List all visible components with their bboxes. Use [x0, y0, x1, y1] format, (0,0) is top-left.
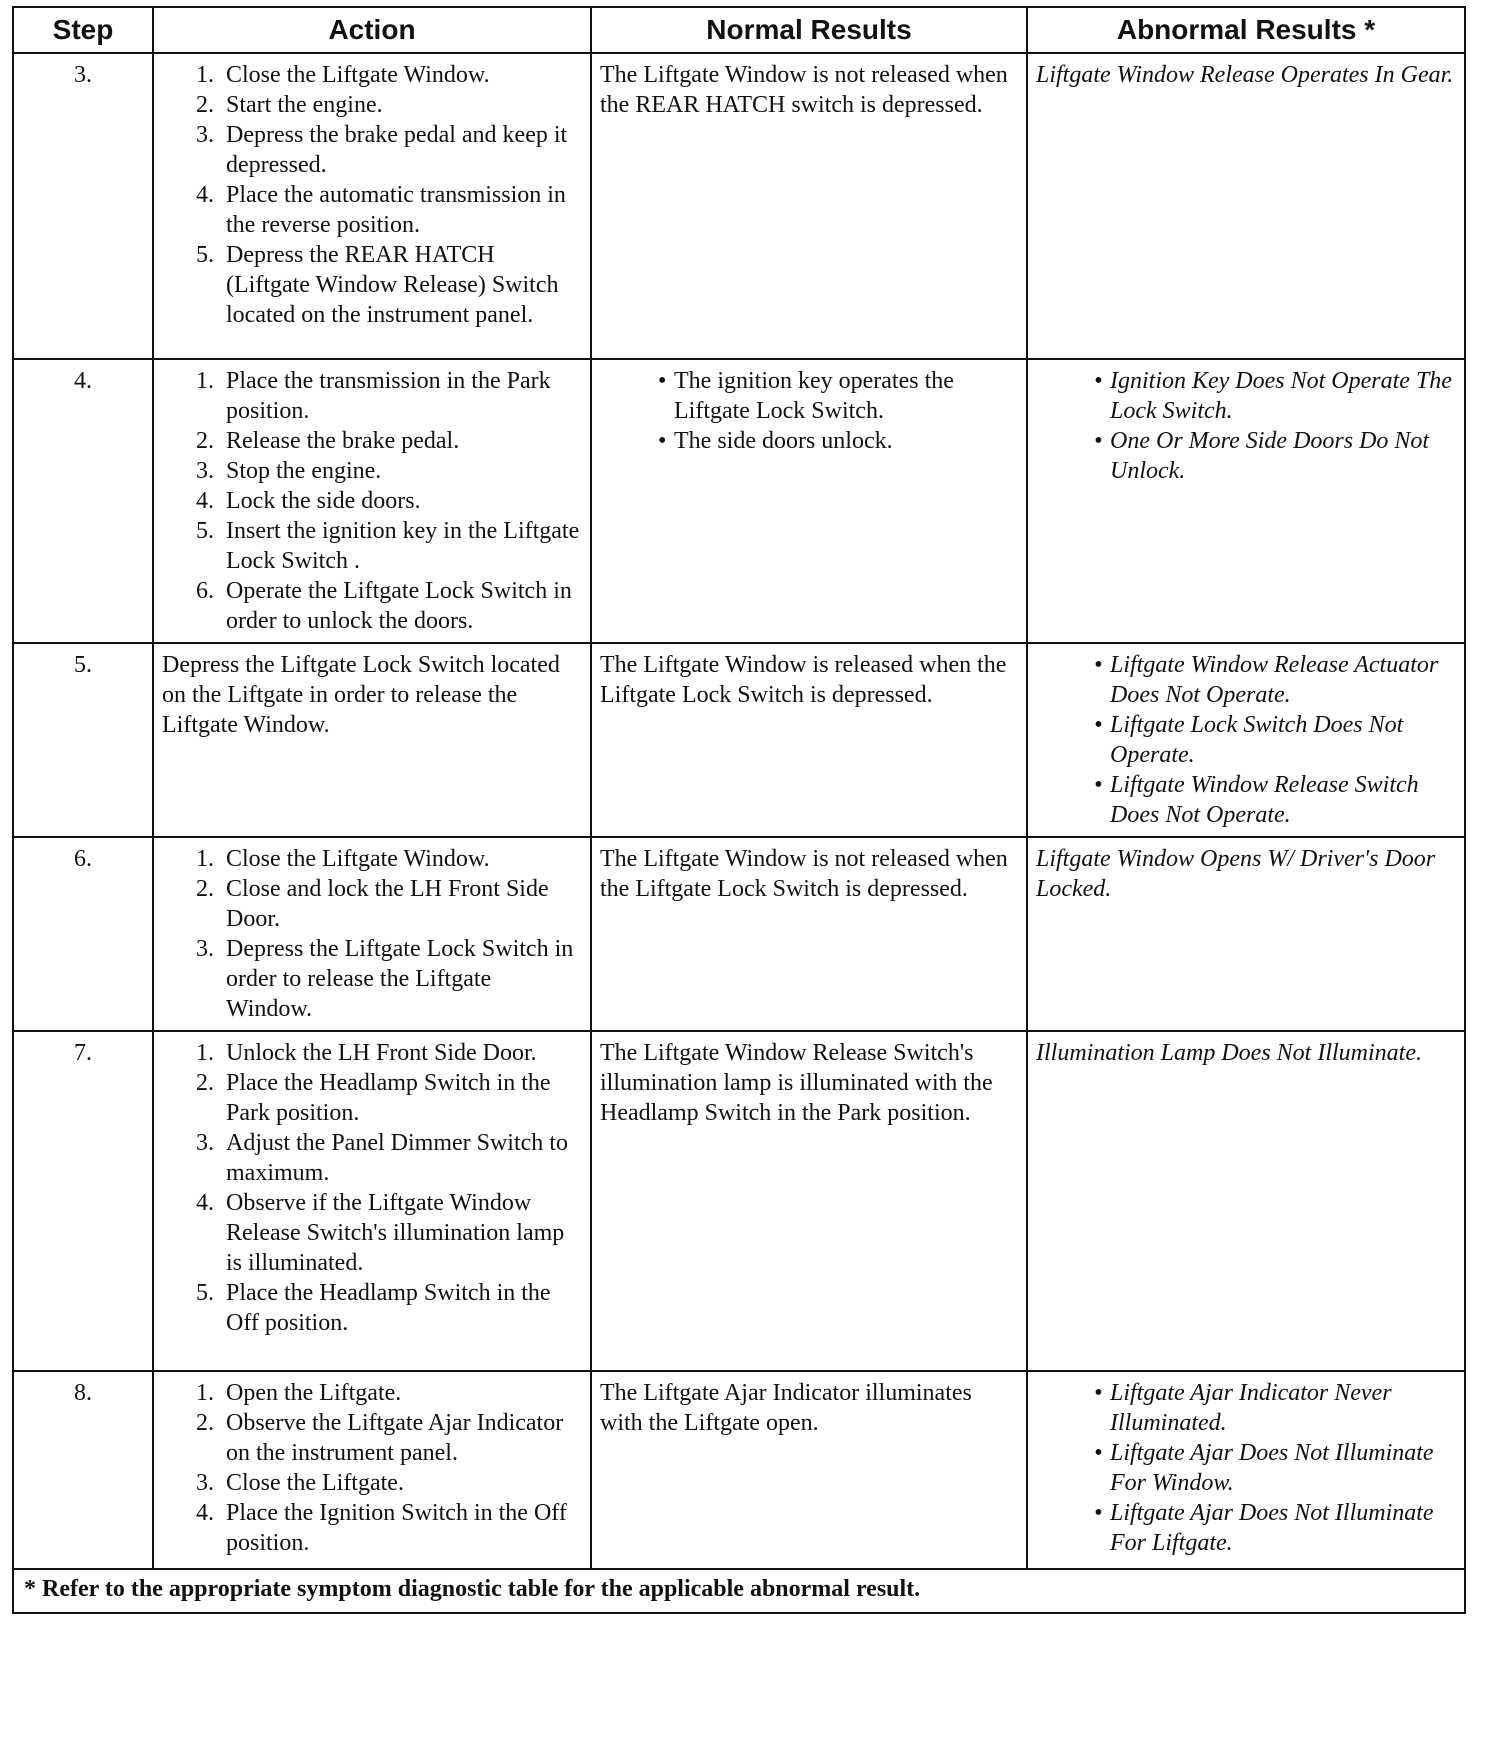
normal-results-cell [591, 643, 1027, 837]
bullet-item: • Liftgate Window Release Switch Does Not Operate. [1094, 770, 1456, 830]
normal-results-cell [591, 1371, 1027, 1569]
list-item: 1. Close the Liftgate Window. [220, 60, 582, 90]
step-number: 5. [13, 643, 153, 837]
table-row [13, 837, 1465, 1031]
list-item: 1. Place the transmission in the Park position. [220, 366, 582, 426]
abnormal-results-cell-text: Liftgate Window Release Operates In Gear. [1036, 62, 1454, 88]
normal-results-cell-text: The Liftgate Window is released when the Liftgate Lock Switch is depressed. [600, 652, 1007, 708]
normal-results-cell-bullets [600, 366, 1018, 456]
abnormal-results-cell-bullets [1036, 1378, 1456, 1558]
list-item: 3. Stop the engine. [220, 456, 582, 486]
normal-results-cell [591, 359, 1027, 643]
bullet-item: • Liftgate Window Release Actuator Does Not Operate. [1094, 650, 1456, 710]
step-number: 7. [13, 1031, 153, 1371]
list-item: 1. Open the Liftgate. [220, 1378, 582, 1408]
action-cell [153, 1371, 591, 1569]
normal-results-cell [591, 837, 1027, 1031]
bullet-item: • Liftgate Ajar Indicator Never Illuminated. [1094, 1378, 1456, 1438]
list-item: 3. Depress the Liftgate Lock Switch in order to release the Liftgate Window. [220, 934, 582, 1024]
list-item: 2. Observe the Liftgate Ajar Indicator on the instrument panel. [220, 1408, 582, 1468]
header-action: Action [153, 7, 591, 53]
action-cell-steps [162, 366, 582, 636]
bullet-item: • Liftgate Ajar Does Not Illuminate For Liftgate. [1094, 1498, 1456, 1558]
action-cell-steps [162, 1378, 582, 1558]
normal-results-cell [591, 53, 1027, 359]
abnormal-results-cell [1027, 643, 1465, 837]
diagnostic-table [12, 6, 1466, 1614]
list-item: 4. Place the Ignition Switch in the Off position. [220, 1498, 582, 1558]
step-number: 4. [13, 359, 153, 643]
action-cell [153, 643, 591, 837]
list-item: 2. Close and lock the LH Front Side Door. [220, 874, 582, 934]
list-item: 3. Depress the brake pedal and keep it depressed. [220, 120, 582, 180]
table-row [13, 1031, 1465, 1371]
action-cell-steps [162, 1038, 582, 1338]
bullet-item: • One Or More Side Doors Do Not Unlock. [1094, 426, 1456, 486]
header-step: Step [13, 7, 153, 53]
normal-results-cell-text: The Liftgate Window is not released when the REAR HATCH switch is depressed. [600, 62, 1008, 118]
list-item: 6. Operate the Liftgate Lock Switch in order to unlock the doors. [220, 576, 582, 636]
header-abnormal-results: Abnormal Results * [1027, 7, 1465, 53]
footnote: * Refer to the appropriate symptom diagnostic table for the applicable abnormal result. [13, 1569, 1465, 1613]
abnormal-results-cell [1027, 1031, 1465, 1371]
bullet-item: • Liftgate Ajar Does Not Illuminate For Window. [1094, 1438, 1456, 1498]
list-item: 1. Close the Liftgate Window. [220, 844, 582, 874]
abnormal-results-cell [1027, 359, 1465, 643]
list-item: 3. Close the Liftgate. [220, 1468, 582, 1498]
list-item: 4. Lock the side doors. [220, 486, 582, 516]
list-item: 1. Unlock the LH Front Side Door. [220, 1038, 582, 1068]
normal-results-cell [591, 1031, 1027, 1371]
normal-results-cell-text: The Liftgate Window Release Switch's illumination lamp is illuminated with the Headlamp Switch in the Park position. [600, 1040, 993, 1126]
action-cell [153, 837, 591, 1031]
action-cell-steps [162, 844, 582, 1024]
list-item: 4. Place the automatic transmission in the reverse position. [220, 180, 582, 240]
table-row [13, 53, 1465, 359]
action-cell [153, 359, 591, 643]
abnormal-results-cell [1027, 1371, 1465, 1569]
action-cell-steps [162, 60, 582, 330]
header-normal-results: Normal Results [591, 7, 1027, 53]
table-body [13, 53, 1465, 1569]
step-number: 3. [13, 53, 153, 359]
list-item: 3. Adjust the Panel Dimmer Switch to maximum. [220, 1128, 582, 1188]
bullet-item: • The side doors unlock. [658, 426, 1018, 456]
bullet-item: • Ignition Key Does Not Operate The Lock Switch. [1094, 366, 1456, 426]
footnote-row [13, 1569, 1465, 1613]
table-row [13, 643, 1465, 837]
abnormal-results-cell-bullets [1036, 366, 1456, 486]
action-cell [153, 1031, 591, 1371]
bullet-item: • Liftgate Lock Switch Does Not Operate. [1094, 710, 1456, 770]
action-cell-text: Depress the Liftgate Lock Switch located on the Liftgate in order to release the Liftgate Window. [162, 652, 560, 738]
list-item: 4. Observe if the Liftgate Window Release Switch's illumination lamp is illuminated. [220, 1188, 582, 1278]
abnormal-results-cell [1027, 53, 1465, 359]
abnormal-results-cell-text: Liftgate Window Opens W/ Driver's Door Locked. [1036, 846, 1436, 902]
table-row [13, 1371, 1465, 1569]
step-number: 6. [13, 837, 153, 1031]
list-item: 5. Place the Headlamp Switch in the Off position. [220, 1278, 582, 1338]
list-item: 2. Release the brake pedal. [220, 426, 582, 456]
list-item: 5. Depress the REAR HATCH (Liftgate Window Release) Switch located on the instrument panel. [220, 240, 582, 330]
list-item: 5. Insert the ignition key in the Liftgate Lock Switch . [220, 516, 582, 576]
step-number: 8. [13, 1371, 153, 1569]
header-row [13, 7, 1465, 53]
table-row [13, 359, 1465, 643]
abnormal-results-cell-text: Illumination Lamp Does Not Illuminate. [1036, 1040, 1422, 1066]
abnormal-results-cell-bullets [1036, 650, 1456, 830]
abnormal-results-cell [1027, 837, 1465, 1031]
list-item: 2. Place the Headlamp Switch in the Park position. [220, 1068, 582, 1128]
normal-results-cell-text: The Liftgate Ajar Indicator illuminates with the Liftgate open. [600, 1380, 972, 1436]
normal-results-cell-text: The Liftgate Window is not released when the Liftgate Lock Switch is depressed. [600, 846, 1008, 902]
action-cell [153, 53, 591, 359]
list-item: 2. Start the engine. [220, 90, 582, 120]
bullet-item: • The ignition key operates the Liftgate Lock Switch. [658, 366, 1018, 426]
